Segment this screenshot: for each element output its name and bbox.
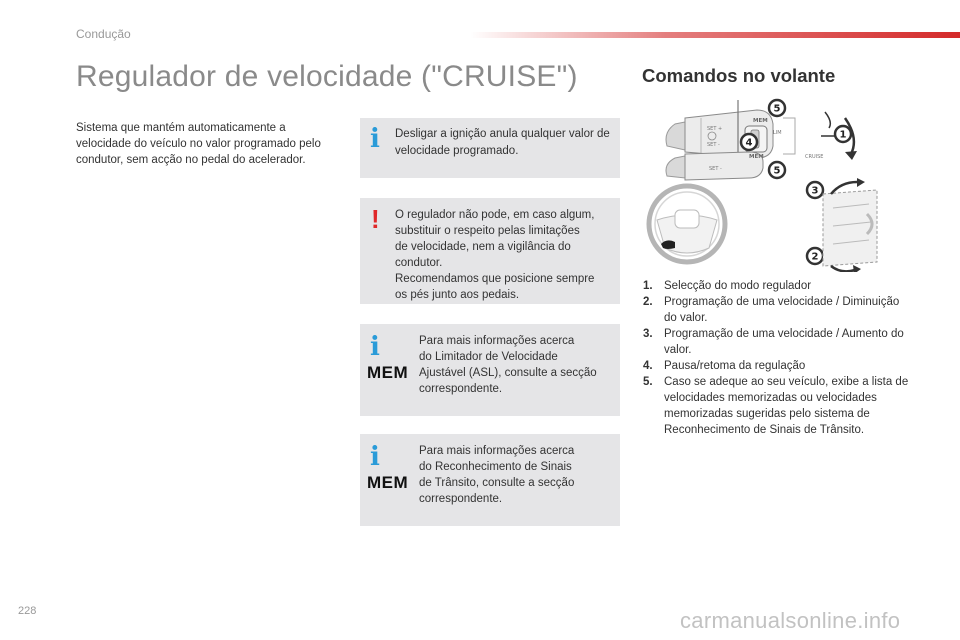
switch-label-set-minus-2: SET - <box>709 166 722 172</box>
svg-text:3: 3 <box>811 185 819 197</box>
svg-text:4: 4 <box>745 137 753 149</box>
header-accent-rule <box>470 32 960 38</box>
info-icon: i <box>370 124 380 154</box>
list-item: 2. Programação de uma velocidade / Diminuição do valor. <box>643 296 900 324</box>
info-note-ignition <box>360 118 620 178</box>
svg-text:5: 5 <box>773 103 781 115</box>
intro-paragraph: Sistema que mantém automaticamente a velocidade do veículo no valor programado pelo condutor, sem acção no pedal do acelerador. <box>76 122 321 166</box>
switch-label-lim: LIM <box>773 130 782 136</box>
controls-title: Comandos no volante <box>642 65 836 86</box>
controls-list <box>643 278 913 438</box>
steering-wheel-illustration <box>649 186 725 262</box>
note-text: Para mais informações acerca do Reconhecimento de Sinais de Trânsito, consulte a secção correspondente. <box>419 445 575 505</box>
info-note-asl <box>360 324 620 416</box>
svg-text:1: 1 <box>839 129 847 141</box>
svg-text:5: 5 <box>773 165 781 177</box>
mem-icon: MEM <box>367 473 409 492</box>
watermark: carmanualsonline.info <box>680 608 901 633</box>
switch-label-mem-2: MEM <box>749 154 764 160</box>
warning-note-limits <box>360 198 620 304</box>
list-item: 1. Selecção do modo regulador <box>643 280 812 292</box>
switch-label-set-plus: SET + <box>707 126 723 132</box>
note-text: O regulador não pode, em caso algum, substituir o respeito pelas limitações de velocidade, nem a vigilância do condutor. Recomendamos que posicione sempre os pés junto aos pedais. <box>395 209 595 301</box>
lever-zoom-illustration <box>823 118 877 272</box>
list-item: 5. Caso se adeque ao seu veículo, exibe a lista de velocidades memorizadas ou velocidades memorizadas sugeridas pelo sistema de Reconhecimento de Sinais de Trânsito. <box>643 376 909 436</box>
mem-icon: MEM <box>367 363 409 382</box>
section-label: Condução <box>76 27 131 41</box>
page-title: Regulador de velocidade ("CRUISE") <box>76 60 578 93</box>
steering-controls-diagram <box>645 98 893 272</box>
page-number: 228 <box>18 605 37 617</box>
note-text: Desligar a ignição anula qualquer valor de velocidade programado. <box>395 128 610 157</box>
switch-label-set-minus: SET - <box>707 142 720 148</box>
switch-label-cruise: CRUISE <box>805 154 824 160</box>
svg-text:2: 2 <box>811 251 819 263</box>
info-icon: i <box>370 332 380 362</box>
list-item: 3. Programação de uma velocidade / Aumento do valor. <box>643 328 904 356</box>
list-item: 4. Pausa/retoma da regulação <box>643 360 806 372</box>
info-note-sign-recognition <box>360 434 620 526</box>
switch-label-mem: MEM <box>753 118 768 124</box>
note-text: Para mais informações acerca do Limitador de Velocidade Ajustável (ASL), consulte a secção correspondente. <box>419 335 597 395</box>
info-icon: i <box>370 442 380 472</box>
warning-icon: ! <box>371 204 380 234</box>
